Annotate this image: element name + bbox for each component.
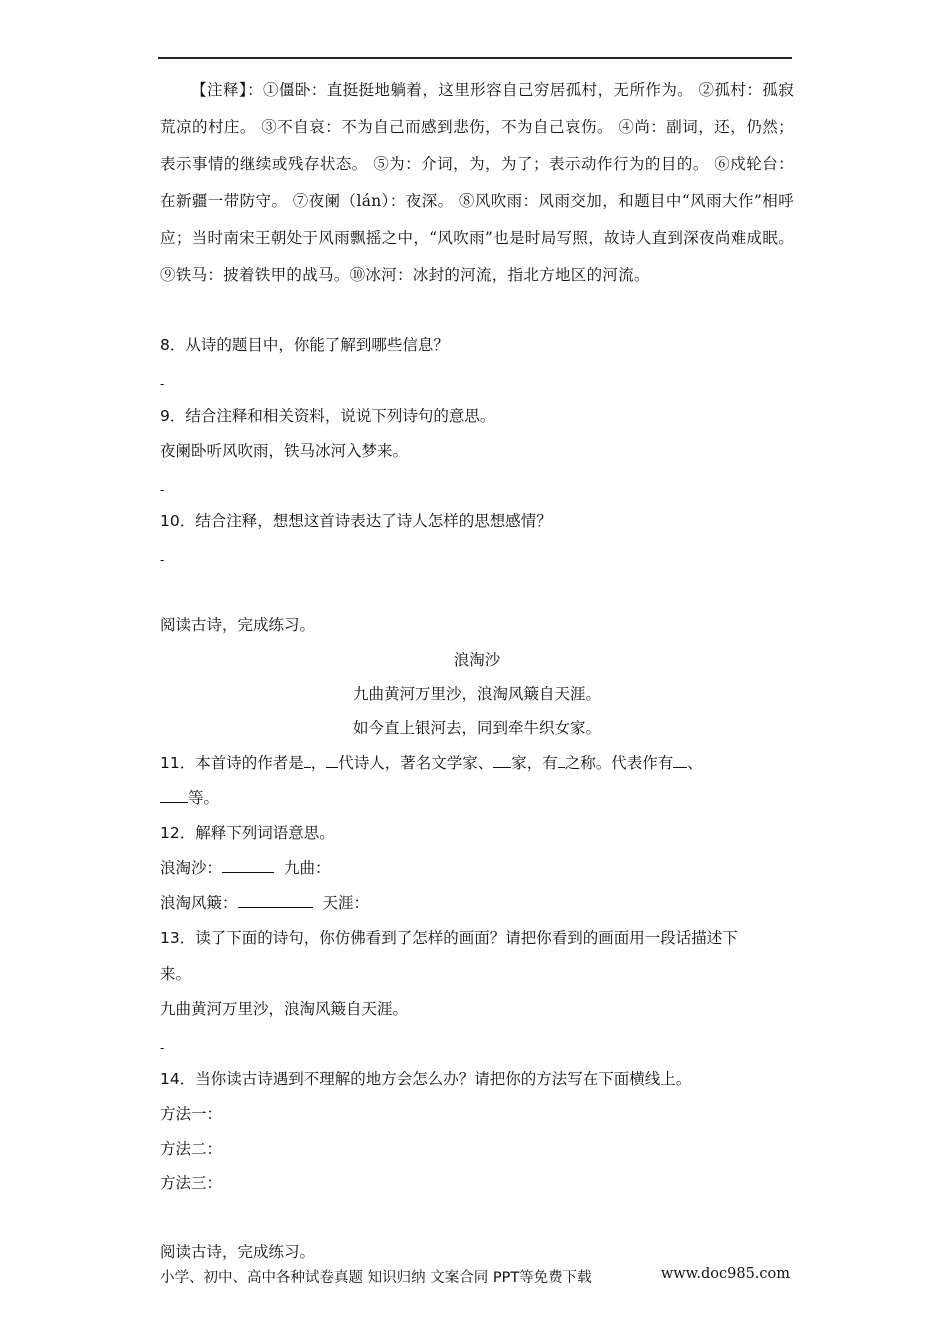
- blank: [326, 767, 338, 768]
- footer-url[interactable]: www.doc985.com: [660, 1266, 790, 1282]
- answer-dash-9: -: [160, 483, 165, 497]
- blank: [558, 767, 565, 768]
- poem-line-1: 九曲黄河万里沙，浪淘风簸自天涯。: [352, 685, 601, 703]
- question-13: 13．读了下面的诗句，你仿佛看到了怎样的画面？请把你看到的画面用一段话描述下: [160, 929, 738, 947]
- question-9: 9．结合注释和相关资料，说说下列诗句的意思。: [160, 407, 496, 425]
- question-13-verse: 九曲黄河万里沙，浪淘风簸自天涯。: [160, 1000, 409, 1018]
- question-13-cont: 来。: [160, 965, 192, 983]
- annotation-text: 【注释】：①僵卧：直挺挺地躺着，这里形容自己穷居孤村，无所作为。 ②孤村：孤寂荒凉的村庄。 ③不自哀：不为自己而感到悲伤，不为自己哀伤。 ④尚：副词，还，仍然；表示事情的继续或残存状态。 ⑤为：介词，为，为了；表示动作行为的目的。 ⑥戍轮台：在新疆一带防守。 ⑦夜阑（lán）：夜深。 ⑧风吹雨：风雨交加，和题目中“风雨大作”相呼应；当时南宋王朝处于风雨飘摇之中，“风吹雨”也是时局写照，故诗人直到深夜尚难成眠。 ⑨铁马：披着铁甲的战马。⑩冰河：冰封的河流，指北方地区的河流。: [160, 81, 794, 284]
- method-2: 方法二：: [160, 1140, 223, 1158]
- blank: [160, 802, 188, 803]
- answer-dash-8: -: [160, 377, 165, 391]
- blank: [222, 872, 274, 873]
- method-3: 方法三：: [160, 1174, 223, 1192]
- term-row-2: 浪淘风簸： 天涯：: [160, 894, 370, 912]
- blank: [493, 767, 511, 768]
- blank: [673, 767, 687, 768]
- question-9-verse: 夜阑卧听风吹雨，铁马冰河入梦来。: [160, 442, 409, 460]
- method-1: 方法一：: [160, 1105, 223, 1123]
- question-14: 14．当你读古诗遇到不理解的地方会怎么办？请把你的方法写在下面横线上。: [160, 1070, 692, 1088]
- answer-dash-13: -: [160, 1041, 165, 1055]
- answer-dash-10: -: [160, 553, 165, 567]
- footer-text: 小学、初中、高中各种试卷真题 知识归纳 文案合同 PPT等免费下载: [160, 1270, 592, 1286]
- header-rule: [158, 57, 792, 59]
- question-11-cont: 等。: [160, 786, 219, 808]
- poem-title: 浪淘沙: [453, 651, 501, 669]
- question-10: 10．结合注释，想想这首诗表达了诗人怎样的思想感情？: [160, 512, 552, 530]
- question-12: 12．解释下列词语意思。: [160, 824, 335, 842]
- question-8: 8．从诗的题目中，你能了解到哪些信息？: [160, 336, 449, 354]
- section-intro-2: 阅读古诗，完成练习。: [160, 1243, 316, 1261]
- poem-line-2: 如今直上银河去，同到牵牛织女家。: [352, 719, 601, 737]
- blank: [238, 907, 313, 908]
- section-intro-1: 阅读古诗，完成练习。: [160, 616, 316, 634]
- question-11: 11．本首诗的作者是 ， 代诗人，著名文学家、 家，有 之称。代表作有 、: [160, 754, 703, 772]
- annotation-paragraph: [160, 72, 794, 294]
- page-footer: [160, 1266, 790, 1287]
- blank: [304, 767, 311, 768]
- term-row-1: 浪淘沙： 九曲：: [160, 859, 331, 877]
